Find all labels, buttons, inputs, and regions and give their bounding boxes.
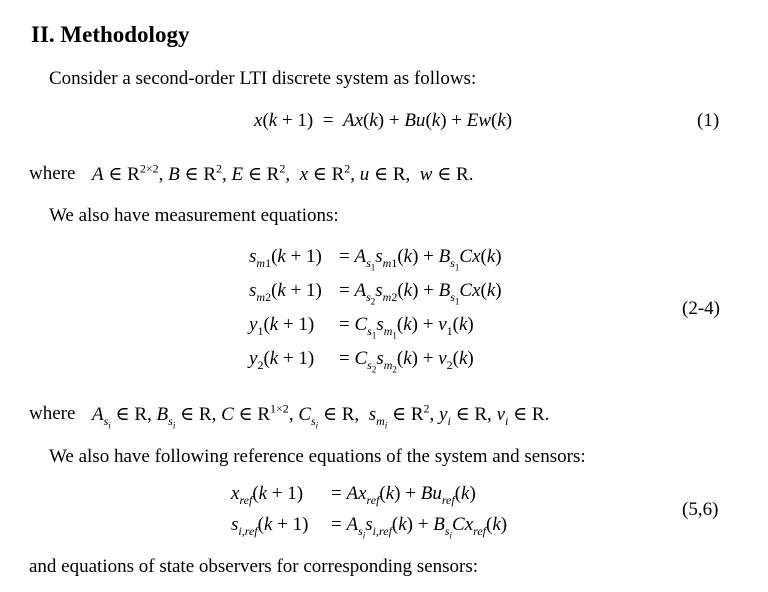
- measurement-eq-y2-rhs: = $C_{s_2}s_{m_2}(k) + v_2(k)$: [339, 348, 474, 375]
- where-label-1: where: [29, 163, 76, 184]
- measurement-eq-sm2-rhs: = $A_{s_2}s_{m2}(k) + B_{s_1}Cx(k)$: [339, 280, 502, 307]
- where-label-2: where: [29, 403, 76, 424]
- measurement-eq-y2: $y_2(k + 1)$: [249, 348, 315, 372]
- reference-eq-siref: $s_{i,ref}(k + 1)$: [231, 514, 309, 538]
- observer-intro: and equations of state observers for corresponding sensors:: [29, 556, 479, 577]
- measurement-eq-y1: $y_1(k + 1)$: [249, 314, 315, 338]
- intro-paragraph: Consider a second-order LTI discrete system as follows:: [49, 68, 477, 89]
- equation-number-1: (1): [697, 110, 720, 131]
- where-definitions-2: $A_{s_i}$ ∈ R, $B_{s_i}$ ∈ R, C ∈ $R^{1\times 2}$, $C_{s_i}$ ∈ R, $s_{m_i}$ ∈ $R^2$, $y_i$ ∈ R, $v_i$ ∈ R.: [92, 401, 550, 431]
- measurement-eq-sm1: $s_{m1}(k + 1)$: [249, 246, 322, 270]
- equation-number-2-4: (2-4): [682, 298, 720, 319]
- measurement-intro: We also have measurement equations:: [49, 205, 339, 226]
- section-heading: II. Methodology: [31, 22, 190, 47]
- measurement-eq-sm1-rhs: = $A_{s_1}s_{m1}(k) + B_{s_1}Cx(k)$: [339, 246, 502, 273]
- reference-eq-xref: $x_{ref}(k + 1)$: [231, 483, 304, 507]
- equation-number-5-6: (5,6): [682, 499, 719, 520]
- reference-intro: We also have following reference equations of the system and sensors:: [49, 446, 586, 467]
- measurement-eq-sm2: $s_{m2}(k + 1)$: [249, 280, 322, 304]
- measurement-eq-y1-rhs: = $C_{s_1}s_{m_1}(k) + v_1(k)$: [339, 314, 474, 341]
- equation-1: x(k + 1) = Ax(k) + Bu(k) + Ew(k): [254, 110, 513, 131]
- reference-eq-siref-rhs: = $A_{s_i}s_{i,ref}(k) + B_{s_i}Cx_{ref}(k)$: [331, 514, 508, 541]
- where-definitions-1: A ∈ $R^{2\times 2}$, B ∈ $R^2$, E ∈ $R^2$, x ∈ $R^2$, u ∈ R, w ∈ R.: [92, 161, 474, 185]
- reference-eq-xref-rhs: = $Ax_{ref}(k) + Bu_{ref}(k)$: [331, 483, 476, 507]
